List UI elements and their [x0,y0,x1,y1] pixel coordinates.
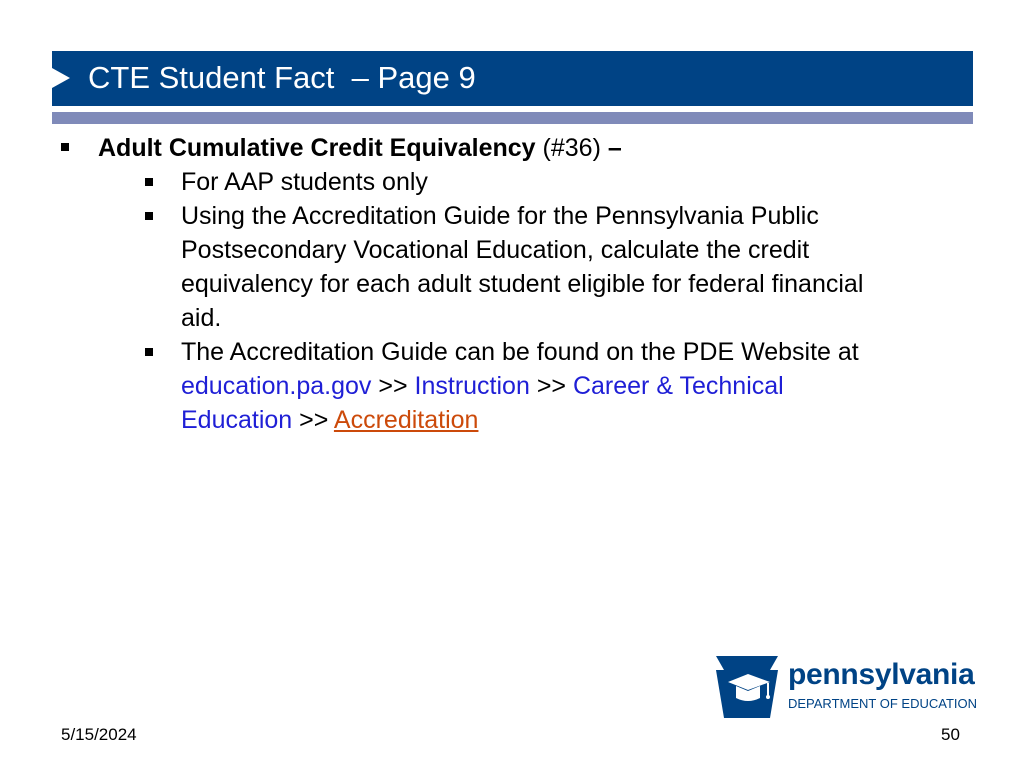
title-arrow-icon [52,68,70,88]
link-career-technical-education[interactable]: Education [181,406,293,434]
path-separator: >> [292,406,334,434]
heading-bold: Adult Cumulative Credit Equivalency [98,134,536,162]
link-accreditation[interactable]: Accreditation [333,406,479,434]
sub-bullet-line: Using the Accreditation Guide for the Pennsylvania Public [181,202,819,230]
logo-wordmark: pennsylvania [788,658,975,691]
link-instruction[interactable]: Instruction [414,372,530,400]
sub-bullet-line: The Accreditation Guide can be found on the PDE Website at [181,338,859,366]
heading-number: (#36) [535,134,608,162]
sub-bullet-line: Postsecondary Vocational Education, calculate the credit [181,236,810,264]
bullet-item-heading [98,131,622,165]
sub-bullet-icon [145,348,153,356]
link-path-line [181,369,784,403]
link-education-pa-gov[interactable]: education.pa.gov [181,372,372,400]
keystone-icon [714,654,780,720]
link-career-technical[interactable]: Career & Technical [572,372,784,400]
page-number: 50 [941,725,960,744]
link-path-line [181,403,478,437]
sub-bullet-line: aid. [181,304,222,332]
pa-education-logo [714,654,984,720]
logo-subtitle: DEPARTMENT OF EDUCATION [788,696,977,711]
sub-bullet-icon [145,178,153,186]
slide-title: CTE Student Fact – Page 9 [88,60,476,95]
footer-date: 5/15/2024 [61,725,137,744]
sub-bullet-item: For AAP students only [181,168,428,196]
title-bar [52,51,973,106]
sub-bullet-line: equivalency for each adult student eligible for federal financial [181,270,864,298]
sub-bullet-icon [145,212,153,220]
path-separator: >> [529,372,573,400]
bullet-icon [61,143,69,151]
path-separator: >> [371,372,415,400]
accent-bar [52,112,973,124]
heading-dash: – [607,134,622,162]
